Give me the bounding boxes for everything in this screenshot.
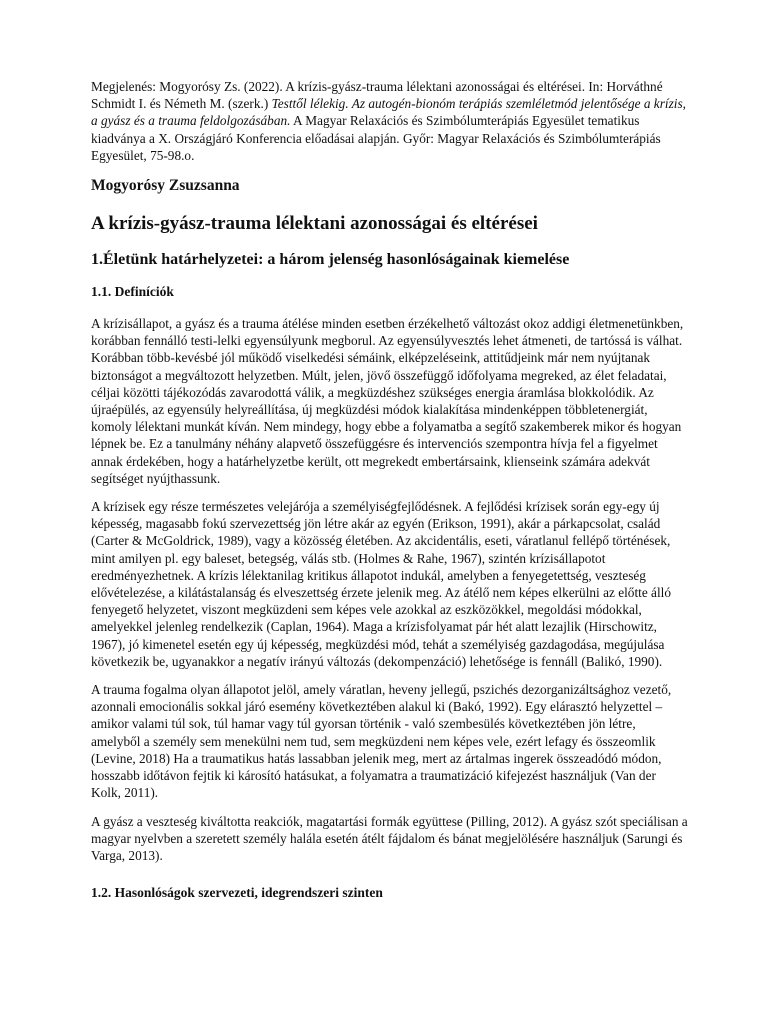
author-name: Mogyorósy Zsuzsanna [91, 177, 240, 195]
article-title: A krízis-gyász-trauma lélektani azonosságai és eltérései [91, 213, 538, 235]
document-page [91, 78, 688, 902]
citation-publisher: A Magyar Relaxációs és Szimbólumterápiás Egyesület tematikus kiadványa a X. Országjáró Konferencia előadásai alapján. Győr: Magyar Relaxációs és Szimbólumterápiás Egyesület, 75-98.o. [91, 113, 661, 163]
paragraph: A krízisállapot, a gyász és a trauma átélése minden esetben érzékelhető változást okoz addigi életmenetünkben, korábban fennálló testi-lelki egyensúlyunk megborul. Az egyensúlyvesztés lehet átmeneti, de tartóssá is válhat. Korábban több-kevésbé jól működő viselkedési sémáink, elképzeléseink, attitűdjeink már nem nyújtanak biztonságot a megváltozott helyzetben. Múlt, jelen, jövő összefüggő időfolyama megreked, az élet feladatai, céljai közötti tájékozódás zavarodottá válik, a megküzdéshez szükséges energia áramlása blokkolódik. Az újraépülés, az egyensúly helyreállítása, új megküzdési módok kialakítása mindenképpen többletenergiát, komoly lélektani munkát kíván. Nem mindegy, hogy ebbe a folyamatba a segítő szakemberek mikor és hogyan lépnek be. Ez a tanulmány néhány alapvető összefüggésre és intervenciós szempontra hívja fel a figyelmet annak érdekében, hogy a határhelyzetbe került, ott megrekedt embertársaink, klienseink számára adekvát segítséget nyújthassunk. [91, 316, 684, 486]
subsection-heading-1-2: 1.2. Hasonlóságok szervezeti, idegrendszeri szinten [91, 885, 383, 901]
citation-text: Megjelenés: Mogyorósy Zs. (2022). A krízis-gyász-trauma lélektani azonosságai és eltérései. In: Horváthné Schmidt I. és Németh M. (szerk.) [91, 79, 663, 112]
citation-book-title: Testtől lélekig. Az autogén-bionóm terápiás szemléletmód jelentősége a krízis, a gyász és a trauma feldolgozásában. [91, 96, 686, 129]
paragraph: A trauma fogalma olyan állapotot jelöl, amely váratlan, heveny jellegű, pszichés dezorganizáltsághoz vezető, azonnali emocionális sokkal járó esemény következtében alakul ki (Bakó, 1992). Egy elárasztó helyzettel – amikor valami túl sok, túl hamar vagy túl gyorsan történik - való szembesülés következtében jön létre, amelyből a személy sem menekülni nem tud, sem megküzdeni nem képes vele, ezért lefagy és összeomlik (Levine, 2018) Ha a traumatikus hatás lassabban jelenik meg, mert az ártalmas ingerek összeadódó módon, hosszabb időtávon fejtik ki károsító hatásukat, a folyamatra a traumatizáció kifejezést használjuk (Van der Kolk, 2011). [91, 682, 672, 801]
paragraph: A krízisek egy része természetes velejárója a személyiségfejlődésnek. A fejlődési krízisek során egy-egy új képesség, magasabb fokú szervezettség jön létre akár az egyén (Erikson, 1991), akár a párkapcsolat, család (Carter & McGoldrick, 1989), vagy a közösség életében. Az akcidentális, eseti, váratlanul fellépő történések, mint amilyen pl. egy baleset, betegség, válás stb. (Holmes & Rahe, 1967), szintén krízisállapotot eredményezhetnek. A krízis lélektanilag kritikus állapotot indukál, amelyben a fenyegetettség, veszteség elővételezése, a kilátástalanság és elveszettség érzete jelenik meg. Az átélő nem képes elkerülni az előtte álló fenyegető helyzetet, viszont megküzdeni sem képes vele azokkal az eszközökkel, megoldási módokkal, amelyekkel jelenleg rendelkezik (Caplan, 1964). Maga a krízisfolyamat pár hét alatt lezajlik (Hirschowitz, 1967), jó kimenetel esetén egy új képesség, megküzdési mód, tehát a személyiség gazdagodása, megújulása következik be, ugyanakkor a negatív irányú változás (dekompenzáció) lehetősége is fennáll (Balikó, 1990). [91, 499, 671, 669]
section-heading-1: 1.Életünk határhelyzetei: a három jelenség hasonlóságainak kiemelése [91, 251, 570, 269]
subsection-heading-1-1: 1.1. Definíciók [91, 284, 174, 300]
publication-citation [91, 78, 688, 164]
paragraph: A gyász a veszteség kiváltotta reakciók, magatartási formák együttese (Pilling, 2012). A gyász szót speciálisan a magyar nyelvben a szeretett személy halála esetén átélt fájdalom és bánat megjelölésére használjuk (Sarungi és Varga, 2013). [91, 813, 688, 863]
